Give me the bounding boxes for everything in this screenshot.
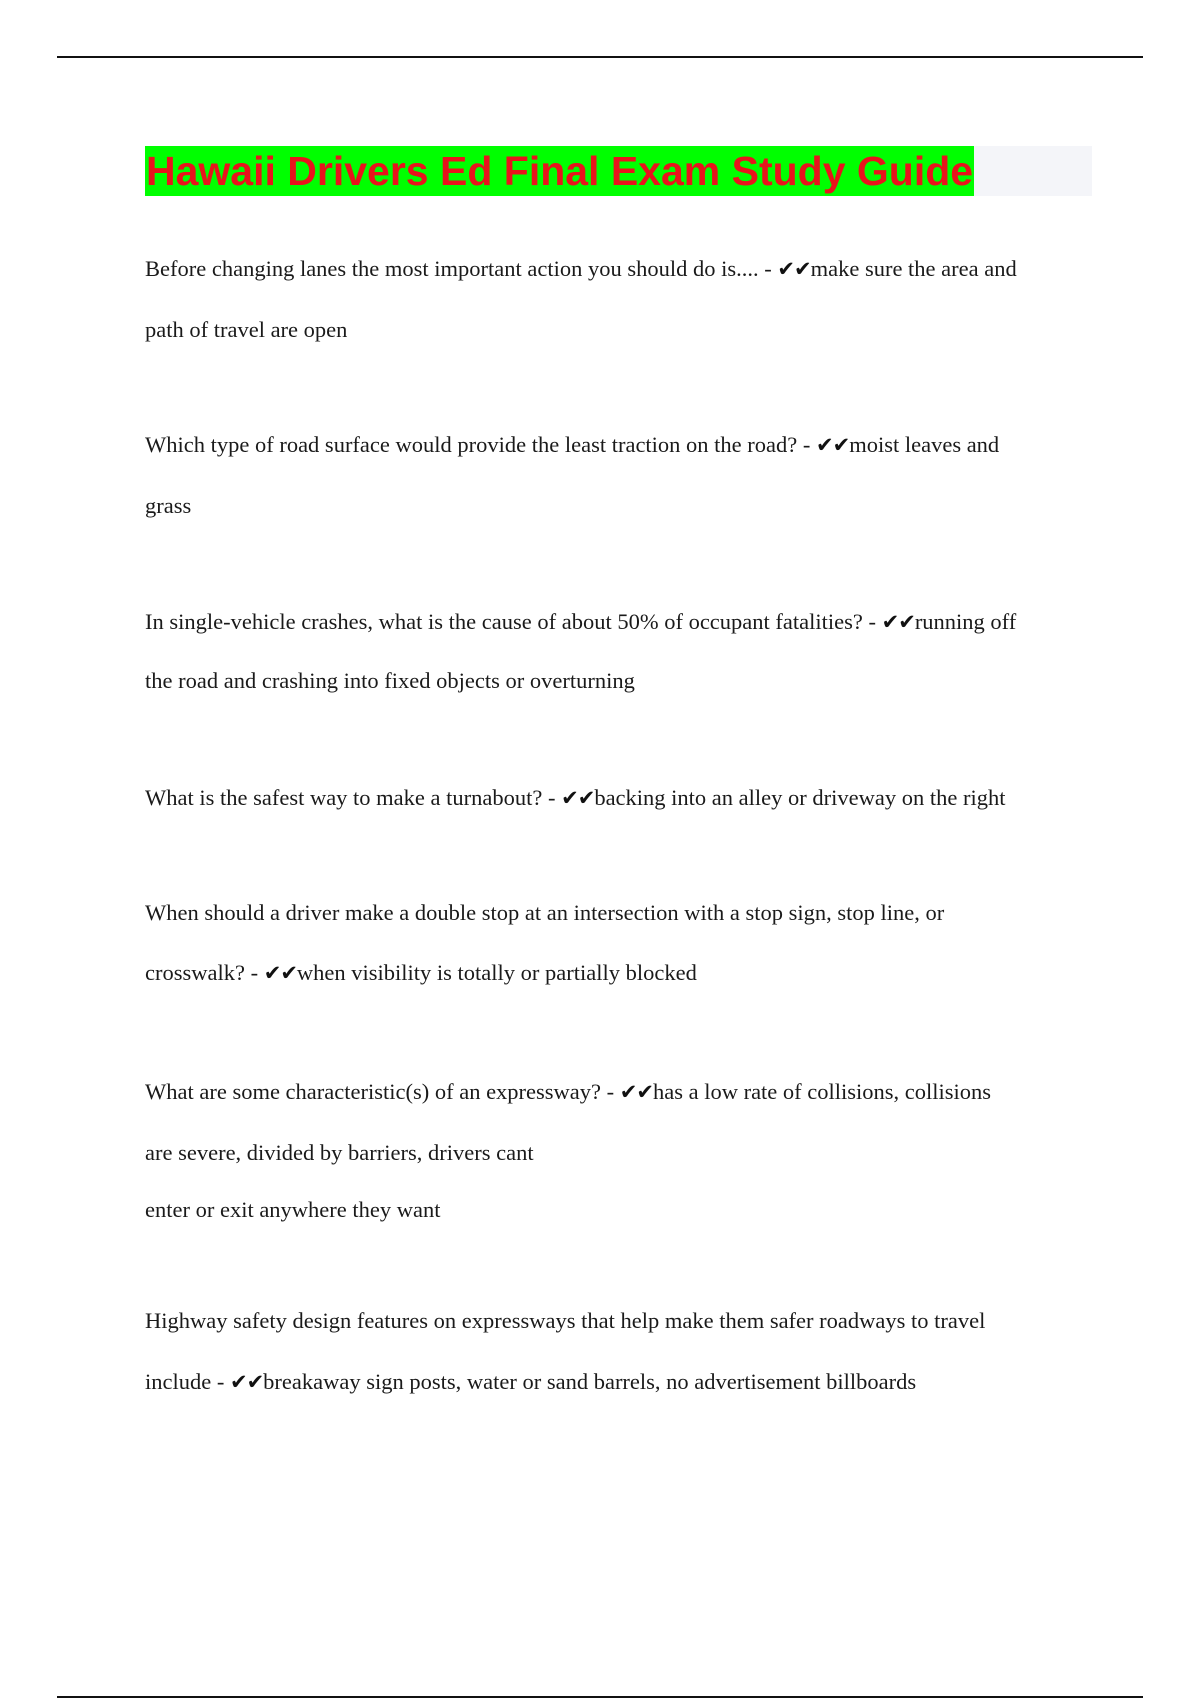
qa-4-answer: backing into an alley or driveway on the right	[594, 785, 1006, 810]
qa-6-answer: has a low rate of collisions, collisions	[652, 1079, 992, 1104]
qa-3-line-2: the road and crashing into fixed objects or overturning	[145, 668, 635, 693]
check-mark-icon: ✔✔	[619, 1080, 653, 1104]
qa-6-question: What are some characteristic(s) of an expressway? -	[145, 1079, 620, 1104]
qa-4-question: What is the safest way to make a turnabout? -	[145, 785, 562, 810]
qa-7-line-1: Highway safety design features on expressways that help make them safer roadways to travel	[145, 1308, 986, 1333]
top-rule	[57, 56, 1143, 58]
check-mark-icon: ✔✔	[881, 610, 915, 634]
qa-7-line-2	[145, 1368, 916, 1396]
check-mark-icon: ✔✔	[263, 961, 297, 985]
qa-6-line-2: are severe, divided by barriers, drivers cant	[145, 1140, 534, 1165]
qa-2-line-2: grass	[145, 493, 192, 518]
qa-1-line-1	[145, 255, 1017, 283]
qa-6-line-3: enter or exit anywhere they want	[145, 1197, 441, 1222]
qa-3-line-1	[145, 608, 1016, 636]
check-mark-icon: ✔✔	[816, 433, 850, 457]
qa-7-question: include -	[145, 1369, 230, 1394]
bottom-rule	[57, 1696, 1143, 1698]
qa-1-answer: make sure the area and	[810, 256, 1017, 281]
qa-2-answer: moist leaves and	[849, 432, 1000, 457]
qa-1-line-2: path of travel are open	[145, 317, 348, 342]
qa-7-answer: breakaway sign posts, water or sand barrels, no advertisement billboards	[263, 1369, 917, 1394]
qa-5-answer: when visibility is totally or partially blocked	[296, 960, 697, 985]
qa-6-line-1	[145, 1078, 991, 1106]
check-mark-icon: ✔✔	[229, 1370, 264, 1394]
qa-3-answer: running off	[914, 609, 1017, 634]
document-title: Hawaii Drivers Ed Final Exam Study Guide	[146, 148, 974, 194]
check-mark-icon: ✔✔	[561, 786, 595, 810]
qa-5-question: crosswalk? -	[145, 960, 264, 985]
qa-2-line-1	[145, 431, 999, 459]
qa-5-line-1: When should a driver make a double stop at an intersection with a stop sign, stop line, or	[145, 900, 945, 925]
check-mark-icon: ✔✔	[777, 257, 811, 281]
qa-4-line-1	[145, 784, 1005, 812]
qa-1-question: Before changing lanes the most important action you should do is.... -	[145, 256, 778, 281]
qa-3-question: In single-vehicle crashes, what is the cause of about 50% of occupant fatalities? -	[145, 609, 882, 634]
qa-5-line-2	[145, 959, 697, 987]
title-banner	[145, 146, 1092, 196]
qa-2-question: Which type of road surface would provide the least traction on the road? -	[145, 432, 817, 457]
